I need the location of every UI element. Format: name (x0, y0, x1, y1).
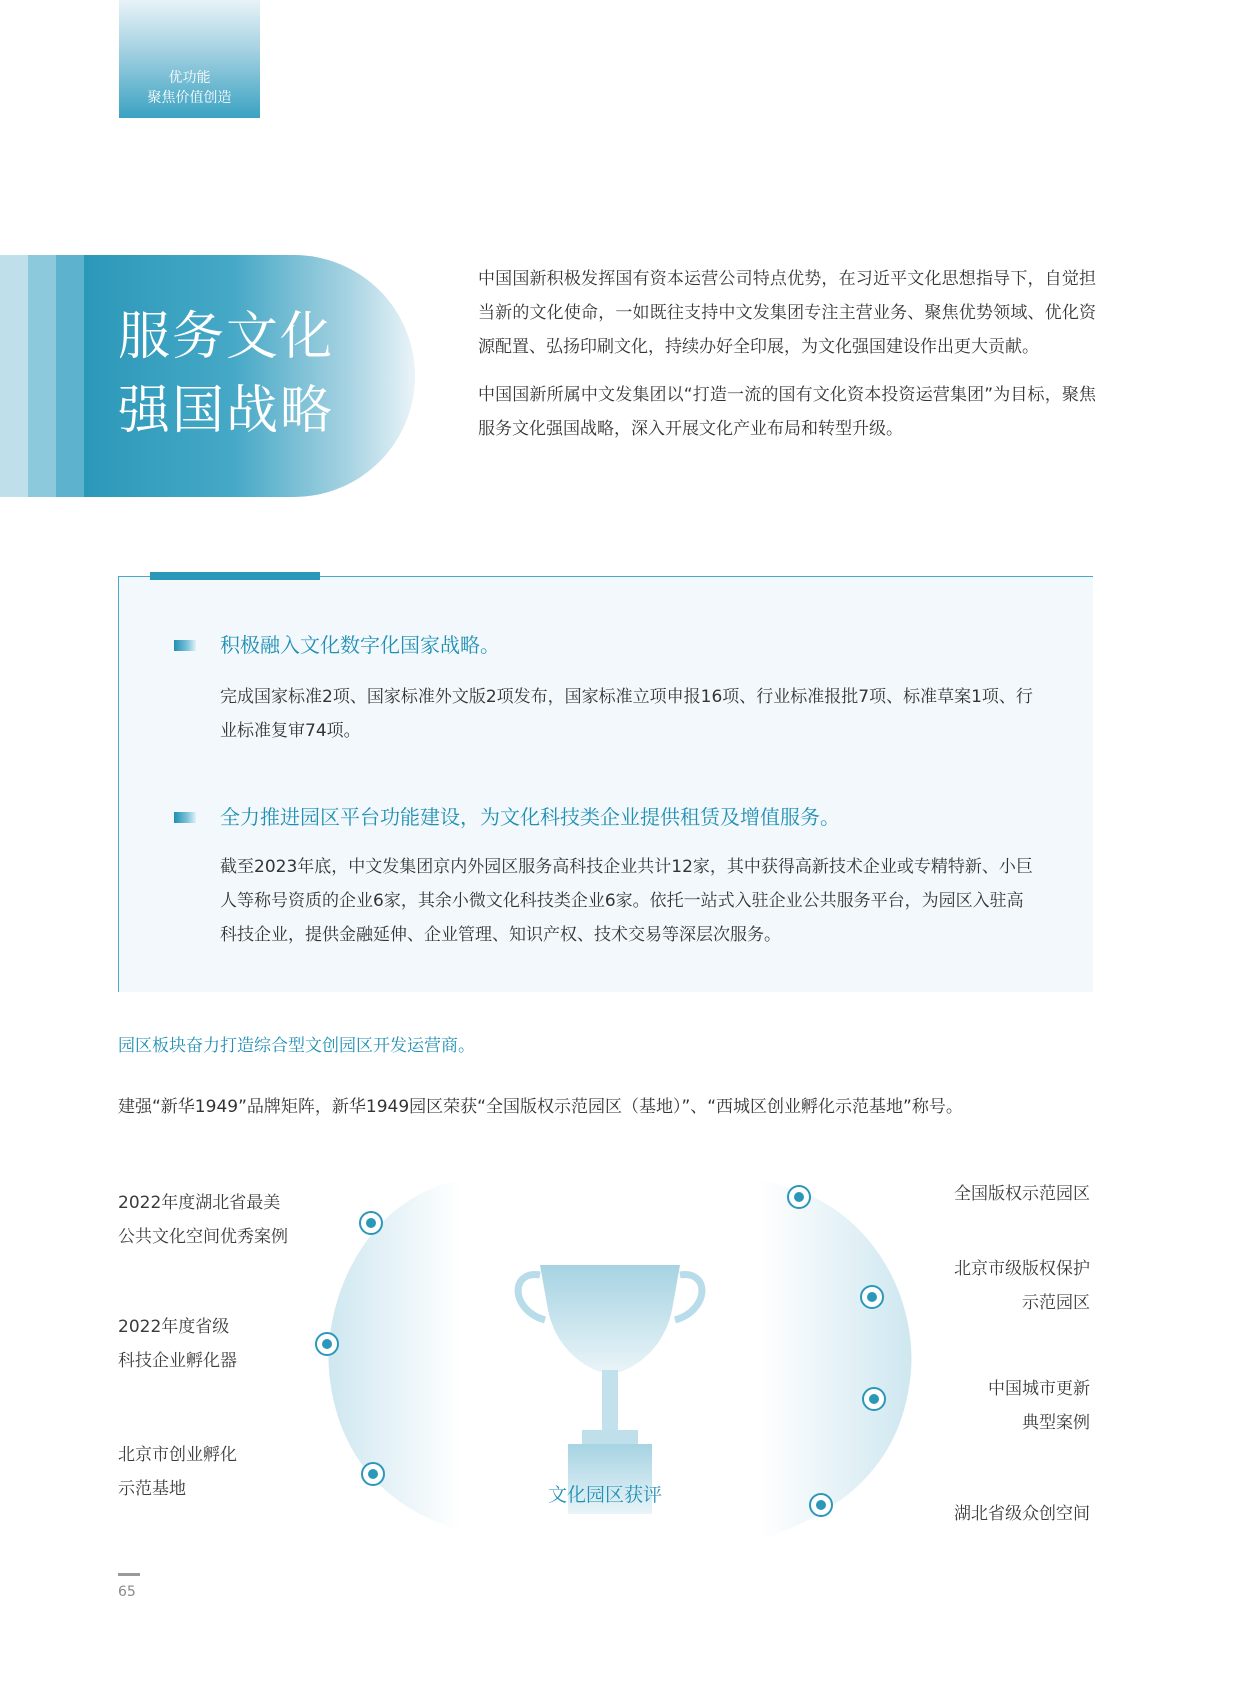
award-text: 全国版权示范园区 (954, 1184, 1090, 1204)
bullet-icon (174, 640, 196, 651)
award-right-3 (988, 1372, 1090, 1440)
marker-dot-icon (361, 1462, 385, 1486)
award-text: 示范基地 (118, 1479, 186, 1499)
marker-dot-icon (787, 1185, 811, 1209)
hero-title (118, 300, 378, 448)
left-arc (329, 1180, 460, 1530)
award-text: 典型案例 (1022, 1413, 1090, 1433)
award-right-4 (954, 1497, 1090, 1531)
intro-text (478, 262, 1096, 460)
award-text: 湖北省级众创空间 (954, 1504, 1090, 1524)
bullet-icon (174, 812, 196, 823)
hero-stripe (56, 255, 84, 497)
section-tag (119, 0, 260, 118)
park-description: 建强“新华1949”品牌矩阵，新华1949园区荣获“全国版权示范园区（基地）”、“西城区创业孵化示范基地”称号。 (118, 1097, 963, 1117)
award-left-3 (118, 1438, 237, 1506)
hero-stripe (0, 255, 28, 497)
item-heading: 积极融入文化数字化国家战略。 (220, 633, 500, 657)
award-text: 示范园区 (1022, 1293, 1090, 1313)
item-body: 截至2023年底，中文发集团京内外园区服务高科技企业共计12家，其中获得高新技术企业或专精特新、小巨人等称号资质的企业6家，其余小微文化科技类企业6家。依托一站式入驻企业公共服务平台，为园区入驻高科技企业，提供金融延伸、企业管理、知识产权、技术交易等深层次服务。 (220, 857, 1033, 945)
award-left-1 (118, 1186, 288, 1254)
marker-dot-icon (315, 1332, 339, 1356)
item-body: 完成国家标准2项、国家标准外文版2项发布，国家标准立项申报16项、行业标准报批7项、标准草案1项、行业标准复审74项。 (220, 687, 1033, 741)
marker-dot-icon (359, 1211, 383, 1235)
intro-paragraph: 中国国新所属中文发集团以“打造一流的国有文化资本投资运营集团”为目标，聚焦服务文化强国战略，深入开展文化产业布局和转型升级。 (478, 385, 1096, 439)
intro-paragraph: 中国国新积极发挥国有资本运营公司特点优势，在习近平文化思想指导下，自觉担当新的文化使命，一如既往支持中文发集团专注主营业务、聚焦优势领域、优化资源配置、弘扬印刷文化，持续办好全印展，为文化强国建设作出更大贡献。 (478, 269, 1096, 357)
award-text: 2022年度湖北省最美 (118, 1193, 281, 1213)
marker-dot-icon (809, 1493, 833, 1517)
section-tag-line1: 优功能 (168, 70, 211, 86)
page-number: 65 (118, 1584, 136, 1600)
panel-accent-bar (150, 572, 320, 580)
award-right-1 (954, 1177, 1090, 1211)
award-text: 公共文化空间优秀案例 (118, 1227, 288, 1247)
right-arc (760, 1180, 911, 1540)
item-heading: 全力推进园区平台功能建设，为文化科技类企业提供租赁及增值服务。 (220, 805, 840, 829)
award-text: 2022年度省级 (118, 1317, 230, 1337)
marker-dot-icon (862, 1387, 886, 1411)
award-text: 科技企业孵化器 (118, 1351, 237, 1371)
marker-dot-icon (860, 1285, 884, 1309)
hero-stripe (28, 255, 56, 497)
award-left-2 (118, 1310, 237, 1378)
hero-title-line1: 服务文化 (118, 307, 335, 367)
park-subtitle: 园区板块奋力打造综合型文创园区开发运营商。 (118, 1036, 475, 1056)
award-text: 中国城市更新 (988, 1379, 1090, 1399)
award-text: 北京市创业孵化 (118, 1445, 237, 1465)
award-right-2 (954, 1252, 1090, 1320)
section-tag-line2: 聚焦价值创造 (147, 90, 232, 106)
award-text: 北京市级版权保护 (954, 1259, 1090, 1279)
awards-center-label: 文化园区获评 (547, 1484, 662, 1506)
hero-title-line2: 强国战略 (118, 381, 335, 441)
page-number-rule (118, 1573, 140, 1576)
trophy-icon (518, 1265, 702, 1514)
